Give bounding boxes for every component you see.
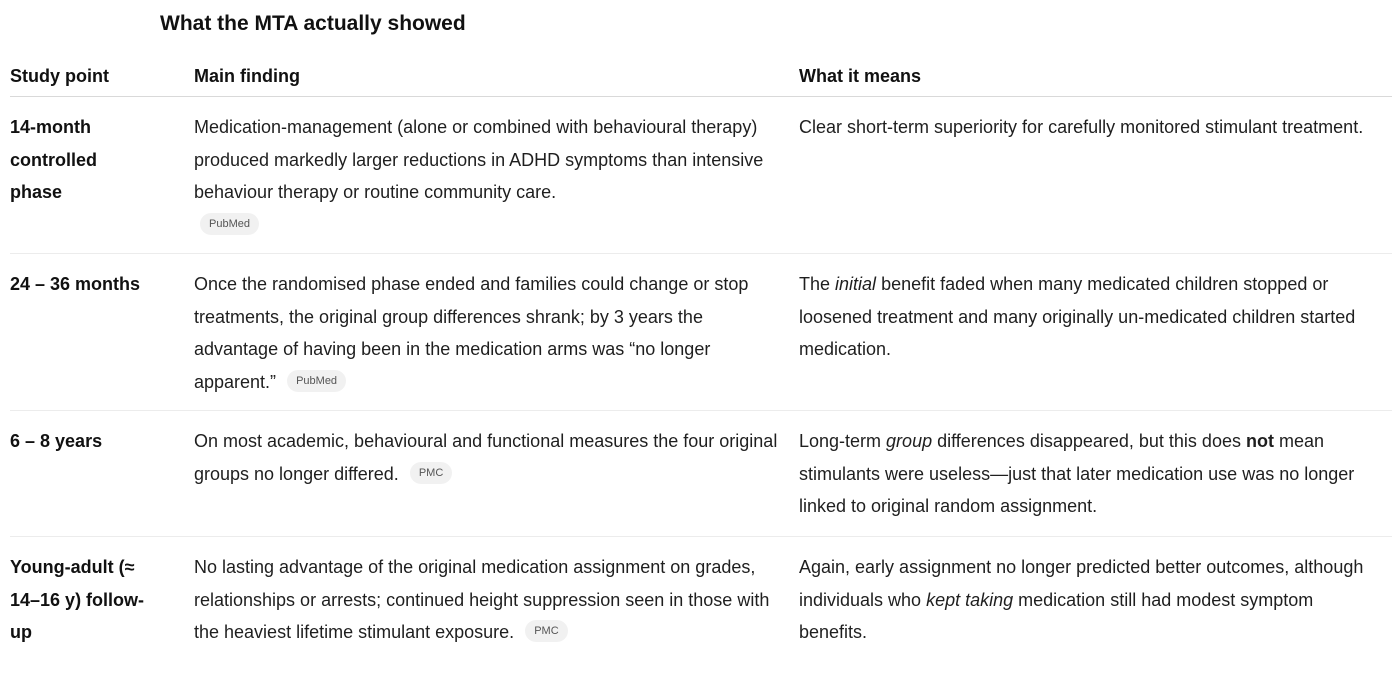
finding-text: Once the randomised phase ended and families could change or stop treatments, the original group differences shrank; by 3 years the advantage of having been in the medication arms was “no longer apparent.” xyxy=(194,274,749,392)
meaning-text: medication still had modest symptom benefits. xyxy=(799,589,1314,642)
finding-text: Medication-management (alone or combined with behavioural therapy) produced markedly larger reductions in ADHD symptoms than intensive behaviour therapy or routine community care. xyxy=(194,117,764,202)
header-main-finding: Main finding xyxy=(194,60,799,97)
study-point-cell: Young-adult (≈ 14–16 y) follow-up xyxy=(10,557,145,642)
meaning-text: mean stimulants were useless—just that later medication use was no longer linked to original random assignment. xyxy=(799,431,1355,516)
page-title: What the MTA actually showed xyxy=(160,12,466,35)
header-what-it-means: What it means xyxy=(799,60,1392,97)
meaning-cell: Clear short-term superiority for carefully monitored stimulant treatment. xyxy=(799,97,1392,254)
source-badge[interactable]: PubMed xyxy=(200,213,259,235)
table-row xyxy=(10,97,1392,254)
finding-cell xyxy=(194,254,799,411)
finding-cell xyxy=(194,411,799,537)
finding-text: No lasting advantage of the original medication assignment on grades, relationships or arrests; continued height suppression seen in those with the heaviest lifetime stimulant exposure. xyxy=(194,557,770,642)
table-row xyxy=(10,411,1392,537)
meaning-cell xyxy=(799,411,1392,537)
meaning-text: differences disappeared, but this does xyxy=(932,431,1246,451)
finding-cell xyxy=(194,537,799,659)
meaning-emphasis: group xyxy=(886,431,933,451)
source-badge[interactable]: PubMed xyxy=(287,370,346,392)
finding-text: On most academic, behavioural and functional measures the four original groups no longer differed. xyxy=(194,431,778,484)
study-point-cell: 24 – 36 months xyxy=(10,254,194,411)
table-row xyxy=(10,254,1392,411)
source-badge[interactable]: PMC xyxy=(410,462,452,484)
meaning-emphasis: kept taking xyxy=(926,589,1014,610)
table-row xyxy=(10,537,1392,659)
findings-table xyxy=(10,60,1392,659)
meaning-text: The xyxy=(799,274,836,294)
finding-cell xyxy=(194,97,799,254)
meaning-text: Again, early assignment no longer predicted better outcomes, although individuals who xyxy=(799,557,1364,610)
header-study-point: Study point xyxy=(10,60,194,97)
meaning-cell xyxy=(799,537,1392,659)
meaning-cell xyxy=(799,254,1392,411)
source-badge[interactable]: PMC xyxy=(525,620,567,642)
study-point-cell: 6 – 8 years xyxy=(10,411,194,537)
meaning-text: benefit faded when many medicated children stopped or loosened treatment and many originally un-medicated children started medication. xyxy=(799,274,1356,359)
study-point-cell: 14-month controlled phase xyxy=(10,97,194,254)
meaning-text: Long-term xyxy=(799,431,887,451)
meaning-strong: not xyxy=(1245,431,1274,451)
meaning-emphasis: initial xyxy=(835,274,877,294)
table-header-row xyxy=(10,60,1392,97)
